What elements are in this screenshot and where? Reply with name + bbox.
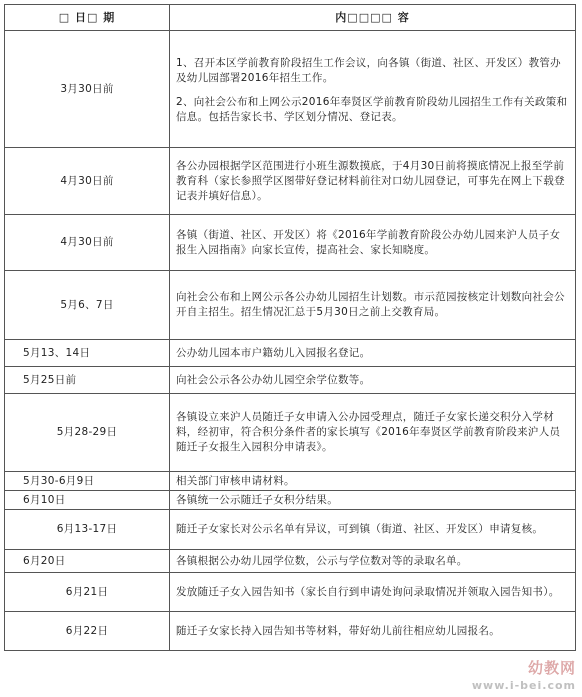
content-cell: 各镇设立来沪人员随迁子女申请入公办园受理点，随迁子女家长递交积分入学材料，经初审，符合积分条件者的家长填写《2016年奉贤区学前教育阶段来沪人员随迁子女报生入园积分申请表》。 (170, 394, 576, 472)
date-cell: 6月10日 (5, 491, 170, 510)
table-row (5, 550, 576, 573)
table-row (5, 472, 576, 491)
table-row (5, 612, 576, 651)
content-cell (170, 31, 576, 148)
table-row (5, 573, 576, 612)
date-cell: 4月30日前 (5, 215, 170, 271)
content-cell: 各公办园根据学区范围进行小班生源数摸底，于4月30日前将摸底情况上报至学前教育科（家长参照学区图带好登记材料前往对口幼儿园登记，可事先在网上下载登记表并填好信息）。 (170, 148, 576, 215)
date-cell: 6月21日 (5, 573, 170, 612)
watermark-url: www.i-bei.com (471, 679, 576, 692)
date-cell: 5月25日前 (5, 367, 170, 394)
date-cell: 3月30日前 (5, 31, 170, 148)
date-cell: 4月30日前 (5, 148, 170, 215)
content-paragraph: 1、召开本区学前教育阶段招生工作会议，向各镇（街道、社区、开发区）教管办及幼儿园部署2016年招生工作。 (176, 57, 561, 84)
schedule-table (4, 4, 576, 651)
table-row (5, 491, 576, 510)
content-cell: 随迁子女家长对公示名单有异议，可到镇（街道、社区、开发区）申请复核。 (170, 510, 576, 550)
content-cell: 公办幼儿园本市户籍幼儿入园报名登记。 (170, 340, 576, 367)
table-row (5, 340, 576, 367)
date-cell: 5月13、14日 (5, 340, 170, 367)
date-cell: 5月6、7日 (5, 271, 170, 340)
content-cell: 各镇（街道、社区、开发区）将《2016年学前教育阶段公办幼儿园来沪人员子女报生入园指南》向家长宣传，提高社会、家长知晓度。 (170, 215, 576, 271)
header-row (5, 5, 576, 31)
site-watermark (472, 659, 576, 695)
table-row (5, 394, 576, 472)
date-cell: 6月22日 (5, 612, 170, 651)
content-cell: 随迁子女家长持入园告知书等材料，带好幼儿前往相应幼儿园报名。 (170, 612, 576, 651)
content-cell: 各镇根据公办幼儿园学位数，公示与学位数对等的录取名单。 (170, 550, 576, 573)
content-cell: 相关部门审核申请材料。 (170, 472, 576, 491)
content-paragraph: 2、向社会公布和上网公示2016年奉贤区学前教育阶段幼儿园招生工作有关政策和信息。包括告家长书、学区划分情况、登记表。 (176, 96, 568, 123)
date-cell: 5月28-29日 (5, 394, 170, 472)
table-row (5, 271, 576, 340)
date-column-header: □ 日□ 期 (5, 5, 170, 31)
date-cell: 6月13-17日 (5, 510, 170, 550)
content-cell: 发放随迁子女入园告知书（家长自行到申请处询问录取情况并领取入园告知书）。 (170, 573, 576, 612)
watermark-brand: 幼教网 (527, 659, 576, 677)
table-row (5, 510, 576, 550)
date-cell: 6月20日 (5, 550, 170, 573)
content-cell: 各镇统一公示随迁子女积分结果。 (170, 491, 576, 510)
table-row (5, 367, 576, 394)
table-row (5, 148, 576, 215)
content-cell: 向社会公示各公办幼儿园空余学位数等。 (170, 367, 576, 394)
table-row (5, 215, 576, 271)
date-cell: 5月30-6月9日 (5, 472, 170, 491)
content-column-header: 内□□□□ 容 (170, 5, 576, 31)
content-cell: 向社会公布和上网公示各公办幼儿园招生计划数。市示范园按核定计划数向社会公开自主招生。招生情况汇总于5月30日之前上交教育局。 (170, 271, 576, 340)
table-row (5, 31, 576, 148)
